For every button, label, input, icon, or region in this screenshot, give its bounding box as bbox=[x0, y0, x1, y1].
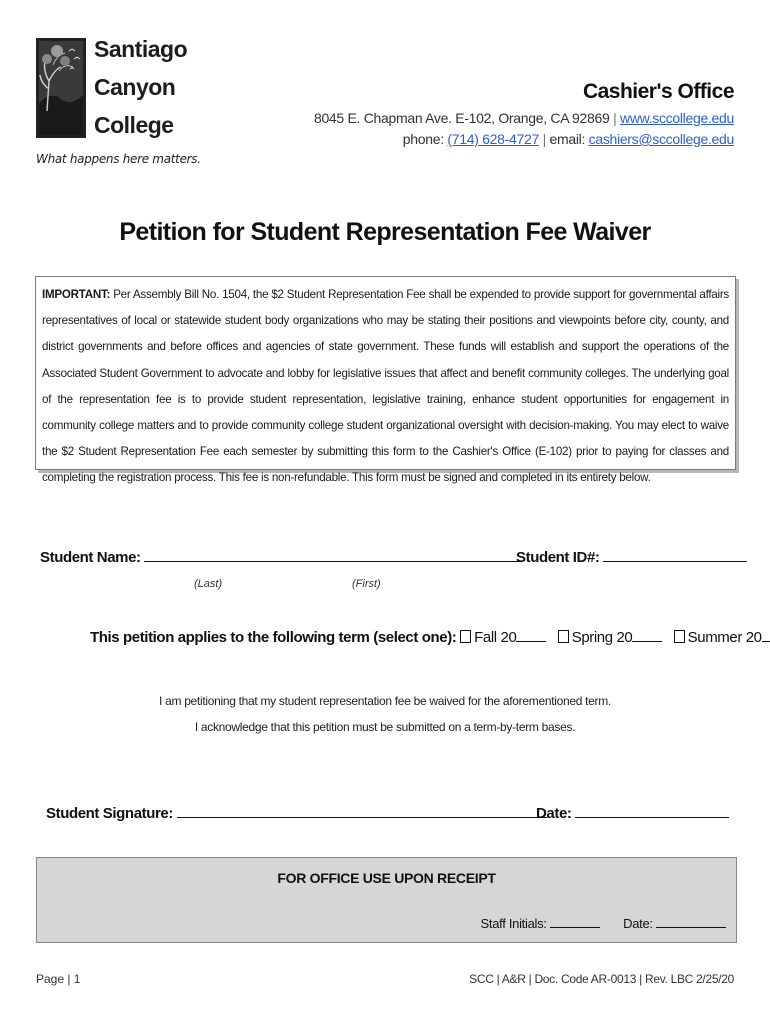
document-code: SCC | A&R | Doc. Code AR-0013 | Rev. LBC 2/25/20 bbox=[469, 972, 734, 986]
important-body: Per Assembly Bill No. 1504, the $2 Student Representation Fee shall be expended to provide support for governmental affairs representatives of local or statewide student body organizations who may be stating their positions and viewpoints before city, county, and district governments and before offices and agencies of state government. These funds will establish and support the operations of the Associated Student Government to advocate and lobby for legislative issues that affect and benefit community colleges. The underlying goal of the representation fee is to provide student representation, legislative training, enhance student opportunities for engagement in community college matters and to provide community college student organizational oversight with decision-making. You may elect to waive the $2 Student Representation Fee each semester by submitting this form to the Cashier's Office (E-102) prior to paying for classes and completing the registration process. This fee is non-refundable. This form must be signed and completed in its entirety below. bbox=[42, 288, 729, 485]
term-option-summer[interactable] bbox=[674, 629, 770, 646]
office-contact-block bbox=[314, 80, 734, 147]
important-notice-box bbox=[35, 276, 736, 485]
email-label: email: bbox=[549, 131, 586, 147]
term-selection-row bbox=[90, 628, 770, 646]
important-notice-text bbox=[42, 282, 729, 492]
spring-checkbox[interactable] bbox=[558, 630, 569, 643]
summer-label: Summer 20 bbox=[687, 629, 762, 646]
fall-checkbox[interactable] bbox=[460, 630, 471, 643]
spring-year-field[interactable] bbox=[632, 628, 662, 642]
tree-logo-icon bbox=[36, 38, 86, 138]
logo-word-santiago: Santiago bbox=[94, 36, 188, 62]
separator: | bbox=[542, 131, 546, 147]
fall-label: Fall 20 bbox=[474, 629, 517, 646]
term-option-spring[interactable] bbox=[558, 629, 663, 646]
logo-tagline: What happens here matters. bbox=[36, 152, 201, 166]
phone-link[interactable]: (714) 628-4727 bbox=[447, 131, 539, 147]
student-id-row bbox=[516, 548, 747, 566]
signature-label: Student Signature: bbox=[46, 805, 173, 822]
staff-initials-field[interactable] bbox=[550, 914, 600, 928]
student-id-label: Student ID#: bbox=[516, 549, 600, 566]
website-link[interactable]: www.sccollege.edu bbox=[620, 110, 734, 126]
term-option-fall[interactable] bbox=[460, 629, 546, 646]
office-date-label: Date: bbox=[623, 916, 653, 931]
office-address: 8045 E. Chapman Ave. E-102, Orange, CA 92869 bbox=[313, 110, 610, 126]
office-title: Cashier's Office bbox=[582, 80, 734, 103]
date-label: Date: bbox=[536, 805, 572, 822]
student-name-label: Student Name: bbox=[40, 549, 141, 566]
student-name-row bbox=[40, 548, 520, 566]
logo-word-canyon: Canyon bbox=[94, 74, 176, 100]
acknowledgement-statement: I acknowledge that this petition must be submitted on a term-by-term bases. bbox=[194, 720, 576, 734]
signature-row bbox=[46, 804, 547, 822]
email-link[interactable]: cashiers@sccollege.edu bbox=[588, 131, 734, 147]
last-name-label: (Last) bbox=[194, 578, 223, 590]
summer-year-field[interactable] bbox=[762, 628, 770, 642]
office-use-box bbox=[36, 857, 737, 943]
office-phone-email-line bbox=[314, 131, 734, 147]
date-row bbox=[536, 804, 729, 822]
office-use-title: FOR OFFICE USE UPON RECEIPT bbox=[277, 870, 496, 886]
college-logo bbox=[36, 36, 201, 172]
student-id-field[interactable] bbox=[603, 548, 747, 562]
separator: | bbox=[613, 110, 617, 126]
petition-statement: I am petitioning that my student representation fee be waived for the aforementioned term. bbox=[159, 694, 611, 708]
phone-label: phone: bbox=[402, 131, 444, 147]
spring-label: Spring 20 bbox=[571, 629, 633, 646]
page-number: Page | 1 bbox=[36, 972, 81, 986]
fall-year-field[interactable] bbox=[516, 628, 546, 642]
first-name-label: (First) bbox=[352, 578, 381, 590]
student-name-field[interactable] bbox=[144, 548, 520, 562]
logo-word-college: College bbox=[94, 112, 174, 138]
signature-field[interactable] bbox=[177, 804, 547, 818]
term-label: This petition applies to the following term (select one): bbox=[90, 629, 457, 646]
document-title: Petition for Student Representation Fee Waiver bbox=[119, 218, 651, 246]
staff-initials-label: Staff Initials: bbox=[480, 916, 547, 931]
date-field[interactable] bbox=[575, 804, 729, 818]
office-date-field[interactable] bbox=[656, 914, 726, 928]
summer-checkbox[interactable] bbox=[674, 630, 685, 643]
office-use-fields bbox=[481, 914, 726, 931]
office-address-line bbox=[314, 110, 734, 126]
important-label: IMPORTANT: bbox=[42, 288, 111, 301]
